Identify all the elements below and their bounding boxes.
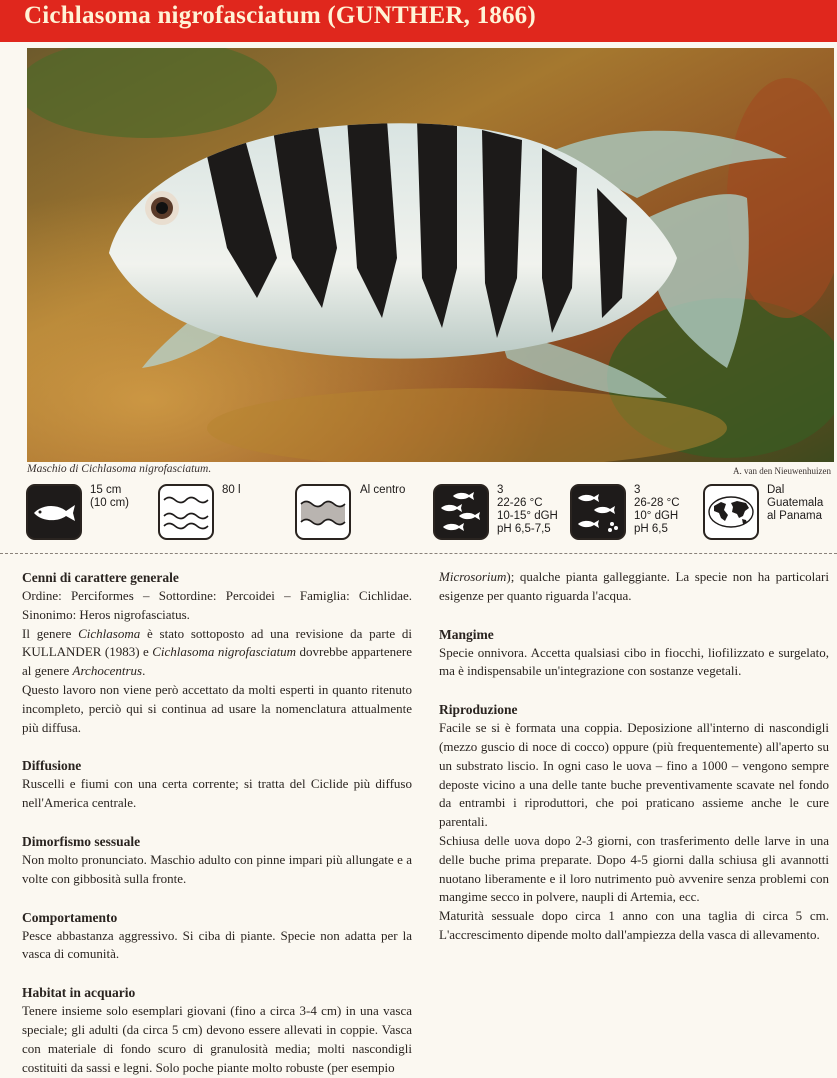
breeding-params-text: 3 26-28 °C 10° dGH pH 6,5 (634, 484, 680, 535)
riproduzione-p3: Maturità sessuale dopo circa 1 anno con una taglia di circa 5 cm. L'accrescimento dipende molto dall'ampiezza della vasca di allevamento. (439, 908, 829, 942)
volume-text: 80 l (222, 484, 241, 496)
page-title: Cichlasoma nigrofasciatum (GUNTHER, 1866) (24, 2, 536, 29)
dimorfismo-text: Non molto pronunciato. Maschio adulto con pinne impari più allungate e a volte con gibbosità sulla fronte. (22, 851, 412, 886)
photo-credit: A. van den Nieuwenhuizen (733, 466, 831, 476)
riproduzione-p2: Schiusa delle uova dopo 2-3 giorni, con trasferimento delle larve in una delle buche prima preparate. Dopo 4-5 giorni dalla schiusa gli avannotti nuotano liberamente e il loro nutrimento può avvenire senza problemi con mangime secco in polvere, naupli di Artemia, ecc. (439, 832, 829, 905)
generale-p1: Ordine: Perciformes – Sottordine: Percoidei – Famiglia: Cichlidae. Sinonimo: Heros nigrofasciatus. (22, 588, 412, 622)
heading-habitat: Habitat in acquario (22, 985, 136, 1001)
world-map-icon (703, 484, 759, 540)
swimming-zone-icon (295, 484, 351, 540)
habitat-text-cont: Microsorium); qualche pianta galleggiante. La specie non ha particolari esigenze per quanto riguarda l'acqua. (439, 569, 829, 603)
mangime-text: Specie onnivora. Accetta qualsiasi cibo in fiocchi, liofilizzato e surgelato, ma è indispensabile un'integrazione con sostanze vegetali. (439, 644, 829, 679)
zone-text: Al centro (360, 484, 406, 496)
info-icons-row (0, 480, 837, 550)
fish-group-icon (433, 484, 489, 540)
habitat-text-a: Tenere insieme solo esemplari giovani (fino a circa 3-4 cm) in una vasca speciale; gli adulti (da circa 5 cm) devono essere allevati in coppie. Vasca con materiale di fondo scuro di granulosità media; molti nascondigli costituiti da sassi e legni. Solo poche piante molto robuste (per esempio (22, 1003, 412, 1075)
title-bar (0, 0, 837, 42)
heading-diffusione: Diffusione (22, 758, 82, 774)
right-column (439, 568, 829, 945)
photo-caption: Maschio di Cichlasoma nigrofasciatum. (27, 463, 212, 475)
fish-size-icon (26, 484, 82, 540)
divider (0, 553, 837, 554)
heading-riproduzione: Riproduzione (439, 702, 518, 718)
heading-mangime: Mangime (439, 626, 494, 642)
generale-p3: Questo lavoro non viene però accettato da molti esperti in quanto ritenuto incompleto, perciò qui si continua ad usare la nomenclatura attualmente più diffusa. (22, 681, 412, 735)
diffusione-text: Ruscelli e fiumi con una certa corrente; si tratta del Ciclide più diffuso nell'America centrale. (22, 776, 412, 811)
water-params-text: 3 22-26 °C 10-15° dGH pH 6,5-7,5 (497, 484, 558, 535)
size-text: 15 cm (10 cm) (90, 484, 129, 509)
comportamento-text: Pesce abbastanza aggressivo. Si ciba di piante. Specie non adatta per la vasca di comunità. (22, 927, 412, 962)
riproduzione-p1: Facile se si è formata una coppia. Deposizione all'interno di nascondigli (mezzo guscio di noce di cocco) oppure (più frequentemente) all'aperto su un substrato liscio. In ogni caso le uova – fino a 1000 – vengono sempre deposte vicino a una delle tante buche preventivamente scavate nel fondo da entrambi i riproduttori, che poi praticano assieme anche le cure parentali. (439, 720, 829, 830)
tank-volume-icon (158, 484, 214, 540)
distribution-text: Dal Guatemala al Panama (767, 484, 824, 522)
heading-generale: Cenni di carattere generale (22, 570, 179, 585)
fish-photo (27, 48, 834, 462)
breeding-fish-icon (570, 484, 626, 540)
heading-comportamento: Comportamento (22, 909, 118, 925)
fish-illustration (27, 48, 834, 462)
heading-dimorfismo: Dimorfismo sessuale (22, 833, 141, 849)
left-column (22, 568, 412, 1077)
generale-p2: Il genere Cichlasoma è stato sottoposto ad una revisione da parte di KULLANDER (1983) e Cichlasoma nigrofasciatum dovrebbe appartenere al genere Archocentrus. (22, 625, 412, 679)
